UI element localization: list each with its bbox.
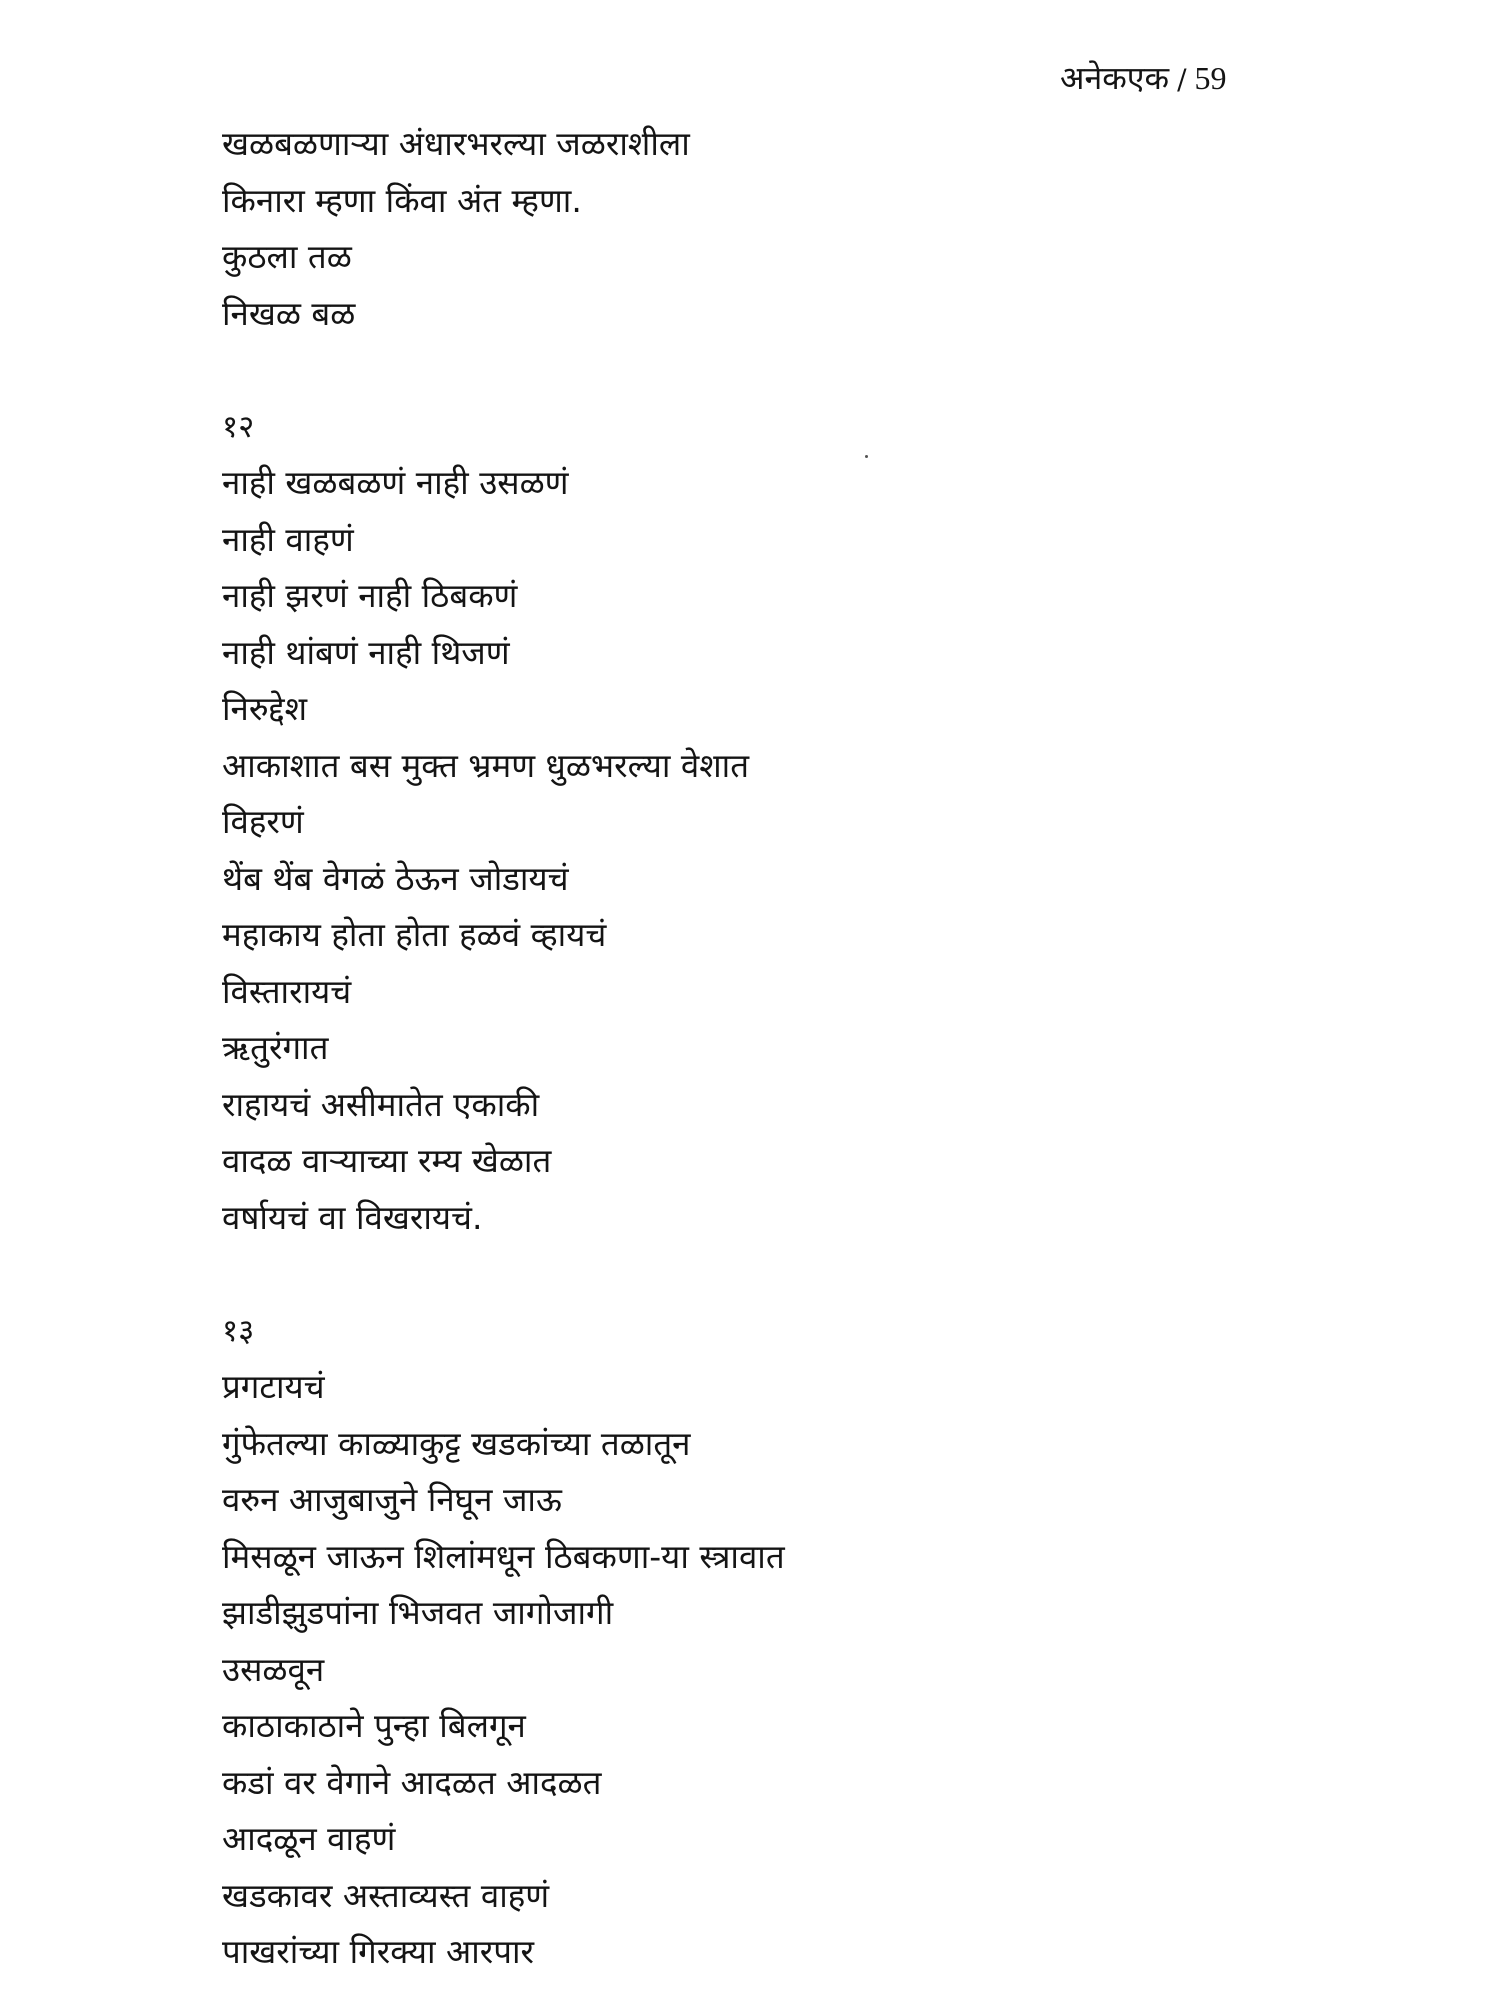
stanza: [222, 399, 1372, 1247]
poem-line: मिसळून जाऊन शिलांमधून ठिबकणा-या स्त्रावात: [222, 1536, 785, 1576]
page-number: 59: [1194, 60, 1227, 96]
poem-line: काठाकाठाने पुन्हा बिलगून: [222, 1706, 526, 1745]
poem-line: आदळून वाहणं: [222, 1819, 396, 1858]
poem-line: वरुन आजुबाजुने निघून जाऊ: [222, 1480, 562, 1519]
stanza: [222, 1303, 1372, 1981]
poem-line: झाडीझुडपांना भिजवत जागोजागी: [222, 1593, 614, 1632]
poem-line: पाखरांच्या गिरक्या आरपार: [222, 1932, 535, 1971]
poem-line: वादळ वाऱ्याच्या रम्य खेळात: [222, 1141, 552, 1180]
poem-line: निरुद्देश: [222, 689, 308, 728]
poem-line: महाकाय होता होता हळवं व्हायचं: [222, 915, 607, 954]
poem-line: नाही वाहणं: [222, 519, 354, 559]
stanza-number: १३: [222, 1312, 255, 1349]
poem-line: नाही झरणं नाही ठिबकणं: [222, 576, 518, 615]
poem-line: वर्षायचं वा विखरायचं.: [222, 1197, 483, 1237]
running-head-separator: /: [1177, 63, 1187, 96]
poem-line: खडकावर अस्ताव्यस्त वाहणं: [222, 1875, 550, 1915]
running-head-title: अनेकएक: [1060, 59, 1170, 97]
poem-line: थेंब थेंब वेगळं ठेऊन जोडायचं: [222, 858, 569, 898]
running-head: [1060, 58, 1227, 100]
poem-line: कडां वर वेगाने आदळत आदळत: [222, 1762, 602, 1802]
poem-line: विहरणं: [222, 802, 304, 841]
poem-line: उसळवून: [222, 1649, 325, 1689]
poem-line: आकाशात बस मुक्त भ्रमण धुळभरल्या वेशात: [222, 745, 750, 785]
poem-line: नाही खळबळणं नाही उसळणं: [222, 463, 569, 502]
poem-line: निखळ बळ: [222, 293, 356, 333]
poem-line: गुंफेतल्या काळ्याकुट्ट खडकांच्या तळातून: [222, 1423, 691, 1463]
poem-line: किनारा म्हणा किंवा अंत म्हणा.: [222, 180, 582, 220]
poem-line: विस्तारायचं: [222, 971, 352, 1011]
poem-line: प्रगटायचं: [222, 1367, 325, 1406]
poem-line: ऋतुरंगात: [222, 1028, 329, 1067]
poem-line: कुठला तळ: [222, 237, 352, 276]
stanza-number: १२: [222, 408, 255, 445]
poem-line: नाही थांबणं नाही थिजणं: [222, 632, 510, 672]
poem-line: खळबळणाऱ्या अंधारभरल्या जळराशीला: [222, 124, 690, 163]
poem-text: [222, 116, 1372, 1981]
stanza: [222, 116, 1372, 342]
poem-line: राहायचं असीमातेत एकाकी: [222, 1084, 540, 1124]
